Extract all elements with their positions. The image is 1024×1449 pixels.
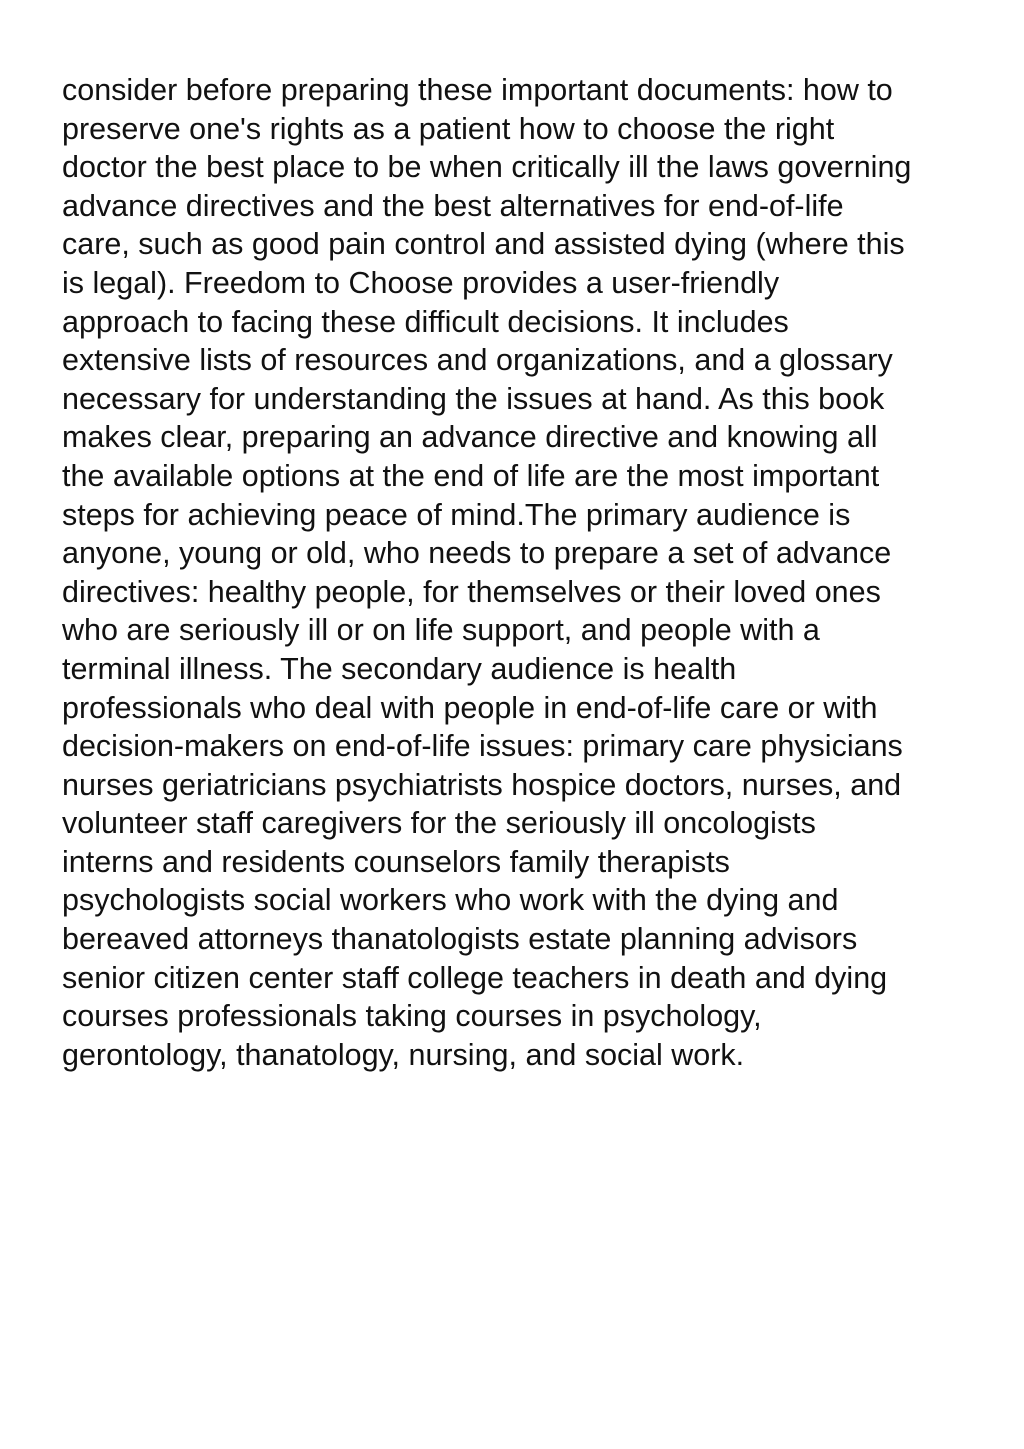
body-text xyxy=(62,71,982,1074)
text-line: nurses geriatricians psychiatrists hospice doctors, nurses, and xyxy=(62,767,902,802)
text-line: extensive lists of resources and organizations, and a glossary xyxy=(62,343,893,378)
text-line: doctor the best place to be when critically ill the laws governing xyxy=(62,150,912,185)
text-line: senior citizen center staff college teachers in death and dying xyxy=(62,960,888,995)
text-line: bereaved attorneys thanatologists estate planning advisors xyxy=(62,922,858,957)
text-line: terminal illness. The secondary audience is health xyxy=(62,651,737,686)
text-line: interns and residents counselors family therapists xyxy=(62,844,730,879)
text-line: directives: healthy people, for themselves or their loved ones xyxy=(62,574,881,609)
text-line: professionals who deal with people in end-of-life care or with xyxy=(62,690,878,725)
text-line: necessary for understanding the issues at hand. As this book xyxy=(62,381,885,416)
text-line: who are seriously ill or on life support, and people with a xyxy=(62,613,820,648)
text-line: psychologists social workers who work with the dying and xyxy=(62,883,839,918)
text-line: courses professionals taking courses in psychology, xyxy=(62,999,762,1034)
text-line: the available options at the end of life are the most important xyxy=(62,458,880,493)
text-line: preserve one's rights as a patient how to choose the right xyxy=(62,111,835,146)
text-line: is legal). Freedom to Choose provides a user-friendly xyxy=(62,265,780,300)
text-line: decision-makers on end-of-life issues: primary care physicians xyxy=(62,729,903,764)
text-line: gerontology, thanatology, nursing, and social work. xyxy=(62,1037,745,1072)
text-line: anyone, young or old, who needs to prepare a set of advance xyxy=(62,536,892,571)
text-line: care, such as good pain control and assisted dying (where this xyxy=(62,227,905,262)
text-line: advance directives and the best alternatives for end-of-life xyxy=(62,188,844,223)
text-line: volunteer staff caregivers for the seriously ill oncologists xyxy=(62,806,816,841)
text-line: consider before preparing these important documents: how to xyxy=(62,73,893,107)
text-line: approach to facing these difficult decisions. It includes xyxy=(62,304,789,339)
text-line: makes clear, preparing an advance directive and knowing all xyxy=(62,420,878,455)
text-line: steps for achieving peace of mind.The primary audience is xyxy=(62,497,851,532)
